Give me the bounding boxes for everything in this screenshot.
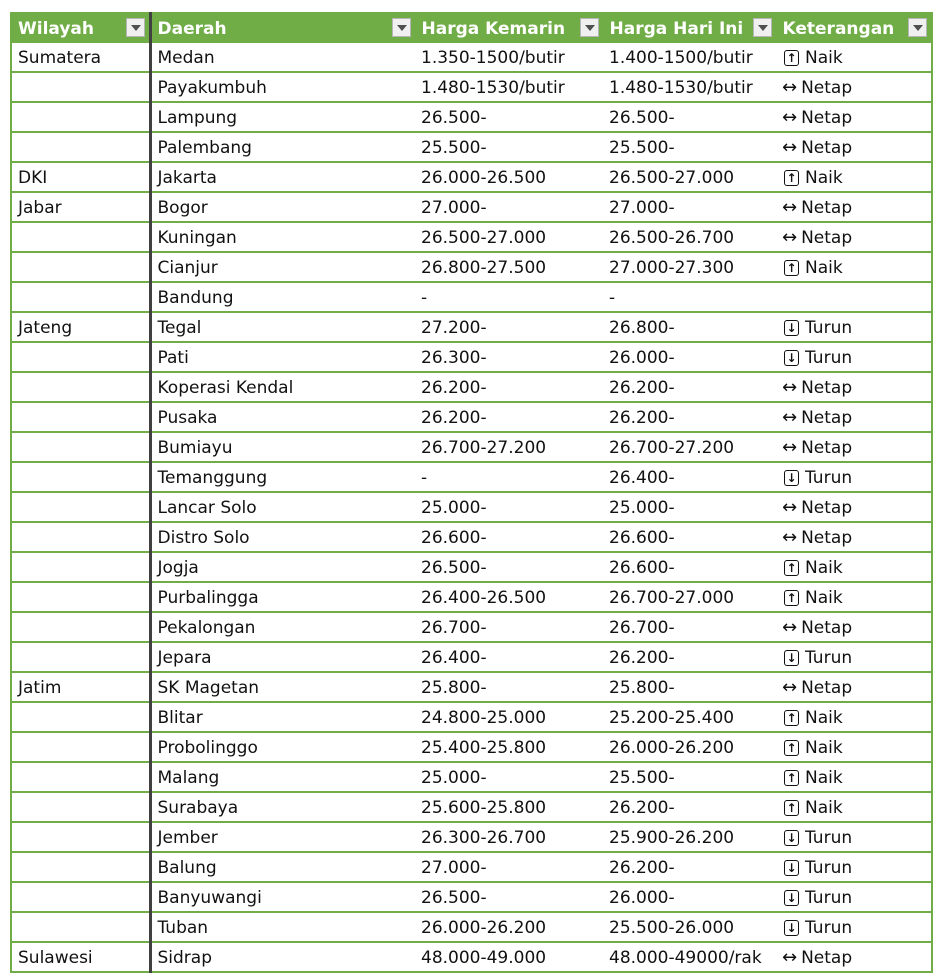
- cell-keterangan[interactable]: [776, 852, 932, 882]
- table-row: [11, 282, 932, 312]
- table-row: [11, 582, 932, 612]
- cell-keterangan[interactable]: [776, 822, 932, 852]
- cell-daerah[interactable]: Lancar Solo: [150, 492, 415, 522]
- keterangan-status: [782, 435, 852, 461]
- cell-harga-hari-ini[interactable]: 26.200-: [603, 792, 776, 822]
- cell-harga-hari-ini[interactable]: 48.000-49000/rak: [609, 948, 762, 968]
- header-daerah-label: Daerah: [157, 18, 227, 39]
- keterangan-label: Turun: [805, 318, 853, 338]
- cell-harga-kemarin[interactable]: 26.300-26.700: [415, 822, 603, 852]
- keterangan-status: [782, 915, 852, 941]
- cell-wilayah[interactable]: Jateng: [11, 312, 150, 342]
- cell-daerah[interactable]: Jakarta: [150, 162, 415, 192]
- keterangan-status: [782, 585, 843, 611]
- arrow-up-icon: ↑: [784, 740, 799, 756]
- arrow-up-icon: ↑: [784, 560, 799, 576]
- cell-harga-kemarin[interactable]: 25.600-25.800: [415, 792, 603, 822]
- cell-keterangan[interactable]: [776, 312, 932, 342]
- cell-harga-kemarin[interactable]: 26.000-26.200: [415, 912, 603, 942]
- keterangan-status: [782, 315, 852, 341]
- keterangan-label: Turun: [805, 468, 853, 488]
- cell-harga-kemarin[interactable]: 1.480-1530/butir: [415, 72, 603, 102]
- keterangan-label: Turun: [805, 648, 853, 668]
- cell-wilayah[interactable]: [11, 102, 150, 132]
- cell-harga-hari-ini[interactable]: 26.000-: [603, 882, 776, 912]
- cell-wilayah[interactable]: [11, 222, 150, 252]
- cell-daerah[interactable]: Purbalingga: [150, 582, 415, 612]
- header-harga-kemarin-label: Harga Kemarin: [421, 18, 566, 39]
- keterangan-label: Turun: [805, 918, 853, 938]
- table-row: [11, 312, 932, 342]
- filter-dropdown-daerah-icon[interactable]: [392, 18, 411, 37]
- table-row: [11, 822, 932, 852]
- cell-keterangan[interactable]: [776, 612, 932, 642]
- arrow-left-right-icon: ↔: [782, 377, 798, 398]
- arrow-up-icon: ↑: [784, 170, 799, 186]
- keterangan-label: Netap: [801, 528, 853, 548]
- cell-wilayah[interactable]: [11, 492, 150, 522]
- keterangan-status: [782, 225, 852, 251]
- cell-daerah[interactable]: Jember: [150, 822, 415, 852]
- keterangan-label: Netap: [801, 498, 853, 518]
- cell-harga-hari-ini[interactable]: -: [603, 282, 776, 312]
- cell-daerah[interactable]: Jogja: [150, 552, 415, 582]
- table-row: [11, 792, 932, 822]
- table-row: [11, 732, 932, 762]
- cell-wilayah[interactable]: [11, 522, 150, 552]
- cell-keterangan[interactable]: [776, 912, 932, 942]
- cell-daerah[interactable]: Distro Solo: [150, 522, 415, 552]
- arrow-left-right-icon: ↔: [782, 497, 798, 518]
- arrow-up-icon: ↑: [784, 50, 799, 66]
- cell-harga-hari-ini[interactable]: 26.200-: [603, 642, 776, 672]
- filter-dropdown-harga-hari-ini-icon[interactable]: [753, 18, 772, 37]
- cell-harga-hari-ini[interactable]: 26.500-26.700: [603, 222, 776, 252]
- table-row: [11, 192, 932, 222]
- keterangan-status: [782, 765, 843, 791]
- cell-harga-hari-ini[interactable]: 25.200-25.400: [603, 702, 776, 732]
- cell-keterangan[interactable]: [776, 462, 932, 492]
- cell-daerah[interactable]: Surabaya: [150, 792, 415, 822]
- header-keterangan: [776, 13, 932, 43]
- cell-harga-kemarin[interactable]: 26.300-: [415, 342, 603, 372]
- table-row: [11, 522, 932, 552]
- keterangan-label: Turun: [805, 828, 853, 848]
- keterangan-status: [782, 195, 852, 221]
- arrow-down-icon: ↓: [784, 830, 799, 846]
- keterangan-status: [782, 465, 852, 491]
- cell-harga-kemarin[interactable]: 26.700-: [415, 612, 603, 642]
- arrow-down-icon: ↓: [784, 890, 799, 906]
- table-row: [11, 552, 932, 582]
- keterangan-status: [782, 795, 843, 821]
- cell-harga-kemarin[interactable]: 26.500-: [415, 552, 603, 582]
- cell-harga-kemarin[interactable]: 26.700-27.200: [415, 432, 603, 462]
- header-wilayah: [11, 13, 150, 43]
- cell-keterangan[interactable]: [776, 492, 932, 522]
- cell-keterangan[interactable]: [776, 762, 932, 792]
- arrow-up-icon: ↑: [784, 710, 799, 726]
- keterangan-status: [782, 525, 852, 551]
- keterangan-label: Naik: [805, 588, 843, 608]
- cell-harga-hari-ini[interactable]: 25.900-26.200: [603, 822, 776, 852]
- cell-harga-hari-ini[interactable]: 25.800-: [603, 672, 776, 702]
- cell-keterangan[interactable]: [776, 132, 932, 162]
- arrow-left-right-icon: ↔: [782, 947, 798, 968]
- cell-wilayah[interactable]: [11, 252, 150, 282]
- keterangan-label: Netap: [801, 948, 853, 968]
- keterangan-label: Turun: [805, 348, 853, 368]
- cell-daerah[interactable]: Pekalongan: [150, 612, 415, 642]
- cell-keterangan[interactable]: [776, 672, 932, 702]
- cell-harga-kemarin[interactable]: -: [415, 462, 603, 492]
- table-row: [11, 162, 932, 192]
- table-row: [11, 912, 932, 942]
- cell-harga-hari-ini[interactable]: 26.200-: [603, 402, 776, 432]
- price-sheet: [10, 12, 933, 973]
- cell-harga-hari-ini[interactable]: 1.400-1500/butir: [603, 43, 776, 72]
- cell-keterangan[interactable]: [776, 102, 932, 132]
- header-keterangan-label: Keterangan: [782, 18, 895, 39]
- cell-daerah[interactable]: Koperasi Kendal: [150, 372, 415, 402]
- table-row: [11, 252, 932, 282]
- cell-daerah[interactable]: Bogor: [150, 192, 415, 222]
- table-row: [11, 942, 932, 972]
- cell-wilayah[interactable]: [11, 552, 150, 582]
- cell-harga-hari-ini[interactable]: 25.000-: [603, 492, 776, 522]
- egg-price-table: [10, 12, 933, 973]
- arrow-down-icon: ↓: [784, 650, 799, 666]
- cell-wilayah[interactable]: Jabar: [11, 192, 150, 222]
- table-row: [11, 612, 932, 642]
- cell-keterangan[interactable]: [776, 372, 932, 402]
- cell-harga-kemarin[interactable]: 26.400-: [415, 642, 603, 672]
- cell-keterangan[interactable]: [776, 192, 932, 222]
- header-harga-hari-ini: [603, 13, 776, 43]
- cell-wilayah[interactable]: [11, 342, 150, 372]
- cell-harga-hari-ini[interactable]: 26.700-27.200: [603, 432, 776, 462]
- keterangan-status: [782, 675, 852, 701]
- keterangan-label: Naik: [805, 798, 843, 818]
- cell-harga-kemarin[interactable]: 27.000-: [415, 852, 603, 882]
- cell-harga-hari-ini[interactable]: 27.000-: [603, 192, 776, 222]
- cell-harga-hari-ini[interactable]: 26.800-: [603, 312, 776, 342]
- keterangan-label: Netap: [801, 78, 853, 98]
- cell-harga-hari-ini[interactable]: 26.400-: [603, 462, 776, 492]
- table-row: [11, 852, 932, 882]
- cell-harga-kemarin[interactable]: 27.200-: [415, 312, 603, 342]
- keterangan-label: Naik: [805, 48, 843, 68]
- cell-wilayah[interactable]: [11, 912, 150, 942]
- cell-keterangan[interactable]: [776, 702, 932, 732]
- table-row: [11, 702, 932, 732]
- header-harga-hari-ini-label: Harga Hari Ini: [609, 18, 744, 39]
- arrow-left-right-icon: ↔: [782, 437, 798, 458]
- keterangan-status: [782, 405, 852, 431]
- table-row: [11, 462, 932, 492]
- arrow-down-icon: ↓: [784, 470, 799, 486]
- cell-harga-hari-ini[interactable]: 26.600-: [603, 522, 776, 552]
- cell-harga-hari-ini[interactable]: 26.000-26.200: [603, 732, 776, 762]
- arrow-left-right-icon: ↔: [782, 107, 798, 128]
- arrow-up-icon: ↑: [784, 260, 799, 276]
- header-wilayah-label: Wilayah: [18, 18, 95, 39]
- cell-keterangan[interactable]: [776, 882, 932, 912]
- cell-wilayah[interactable]: [11, 282, 150, 312]
- cell-harga-kemarin[interactable]: 26.400-26.500: [415, 582, 603, 612]
- cell-wilayah[interactable]: [11, 402, 150, 432]
- cell-keterangan[interactable]: [776, 162, 932, 192]
- keterangan-status: [782, 345, 852, 371]
- keterangan-label: Naik: [805, 708, 843, 728]
- keterangan-status: [782, 735, 843, 761]
- keterangan-status: [782, 885, 852, 911]
- cell-wilayah[interactable]: [11, 132, 150, 162]
- cell-wilayah[interactable]: [11, 612, 150, 642]
- keterangan-status: [782, 165, 843, 191]
- cell-wilayah[interactable]: [11, 72, 150, 102]
- cell-harga-kemarin[interactable]: 26.600-: [415, 522, 603, 552]
- cell-wilayah[interactable]: [11, 642, 150, 672]
- cell-harga-hari-ini[interactable]: 26.000-: [603, 342, 776, 372]
- keterangan-label: Netap: [801, 378, 853, 398]
- cell-harga-kemarin[interactable]: 25.000-: [415, 492, 603, 522]
- table-row: [11, 762, 932, 792]
- arrow-down-icon: ↓: [784, 320, 799, 336]
- keterangan-status: [782, 825, 852, 851]
- cell-daerah[interactable]: Jepara: [150, 642, 415, 672]
- cell-harga-kemarin[interactable]: 27.000-: [415, 192, 603, 222]
- header-row: [11, 13, 932, 43]
- keterangan-status: [782, 75, 852, 101]
- cell-daerah[interactable]: Bumiayu: [150, 432, 415, 462]
- cell-harga-kemarin[interactable]: 24.800-25.000: [415, 702, 603, 732]
- cell-keterangan[interactable]: [776, 732, 932, 762]
- cell-daerah[interactable]: Tuban: [150, 912, 415, 942]
- keterangan-label: Turun: [805, 888, 853, 908]
- cell-harga-hari-ini[interactable]: 25.500-: [603, 132, 776, 162]
- arrow-up-icon: ↑: [784, 800, 799, 816]
- cell-keterangan[interactable]: [776, 552, 932, 582]
- cell-keterangan[interactable]: [776, 282, 932, 312]
- keterangan-status: [782, 375, 852, 401]
- arrow-down-icon: ↓: [784, 350, 799, 366]
- cell-harga-hari-ini[interactable]: 26.200-: [603, 852, 776, 882]
- table-row: [11, 882, 932, 912]
- keterangan-status: [782, 495, 852, 521]
- arrow-down-icon: ↓: [784, 860, 799, 876]
- keterangan-status: [782, 615, 852, 641]
- cell-keterangan[interactable]: [776, 942, 932, 972]
- cell-wilayah[interactable]: [11, 852, 150, 882]
- cell-wilayah[interactable]: Jatim: [11, 672, 150, 702]
- cell-daerah[interactable]: Palembang: [150, 132, 415, 162]
- cell-harga-kemarin[interactable]: 26.200-: [415, 372, 603, 402]
- keterangan-label: Naik: [805, 258, 843, 278]
- cell-daerah[interactable]: Tegal: [150, 312, 415, 342]
- table-row: [11, 642, 932, 672]
- cell-harga-kemarin[interactable]: 25.800-: [415, 672, 603, 702]
- cell-keterangan[interactable]: [776, 402, 932, 432]
- cell-harga-kemarin[interactable]: 26.000-26.500: [415, 162, 603, 192]
- cell-keterangan[interactable]: [776, 792, 932, 822]
- cell-wilayah[interactable]: [11, 792, 150, 822]
- cell-daerah[interactable]: Pusaka: [150, 402, 415, 432]
- cell-keterangan[interactable]: [776, 252, 932, 282]
- cell-daerah[interactable]: Blitar: [150, 702, 415, 732]
- cell-keterangan[interactable]: [776, 43, 932, 72]
- cell-daerah[interactable]: Malang: [150, 762, 415, 792]
- cell-harga-hari-ini[interactable]: 26.500-: [603, 102, 776, 132]
- keterangan-status: [782, 705, 843, 731]
- keterangan-label: Naik: [805, 558, 843, 578]
- cell-keterangan[interactable]: [776, 222, 932, 252]
- table-row: [11, 43, 932, 72]
- keterangan-status: [782, 45, 843, 71]
- cell-daerah[interactable]: Banyuwangi: [150, 882, 415, 912]
- cell-harga-hari-ini[interactable]: 26.700-27.000: [603, 582, 776, 612]
- arrow-left-right-icon: ↔: [782, 137, 798, 158]
- keterangan-label: Netap: [801, 198, 853, 218]
- header-daerah: [150, 13, 415, 43]
- cell-daerah[interactable]: Pati: [150, 342, 415, 372]
- cell-keterangan[interactable]: [776, 72, 932, 102]
- cell-keterangan[interactable]: [776, 342, 932, 372]
- table-body: [11, 43, 932, 972]
- cell-wilayah[interactable]: Sumatera: [11, 43, 150, 72]
- keterangan-label: Naik: [805, 738, 843, 758]
- cell-harga-kemarin[interactable]: 48.000-49.000: [421, 948, 547, 968]
- cell-daerah[interactable]: Bandung: [150, 282, 415, 312]
- table-row: [11, 432, 932, 462]
- keterangan-status: [782, 555, 843, 581]
- cell-harga-kemarin[interactable]: 26.800-27.500: [415, 252, 603, 282]
- cell-daerah[interactable]: Medan: [150, 43, 415, 72]
- cell-harga-kemarin[interactable]: 25.500-: [415, 132, 603, 162]
- cell-harga-hari-ini[interactable]: 27.000-27.300: [603, 252, 776, 282]
- table-row: [11, 102, 932, 132]
- cell-wilayah[interactable]: [11, 882, 150, 912]
- cell-harga-kemarin[interactable]: 26.500-27.000: [415, 222, 603, 252]
- cell-harga-kemarin[interactable]: 26.500-: [415, 882, 603, 912]
- cell-daerah[interactable]: Kuningan: [150, 222, 415, 252]
- arrow-left-right-icon: ↔: [782, 527, 798, 548]
- arrow-left-right-icon: ↔: [782, 227, 798, 248]
- cell-harga-hari-ini[interactable]: 26.200-: [603, 372, 776, 402]
- cell-keterangan[interactable]: [776, 582, 932, 612]
- filter-dropdown-wilayah-icon[interactable]: [126, 18, 145, 37]
- cell-wilayah[interactable]: [11, 582, 150, 612]
- cell-daerah[interactable]: Balung: [150, 852, 415, 882]
- cell-wilayah[interactable]: [11, 822, 150, 852]
- cell-daerah[interactable]: Payakumbuh: [150, 72, 415, 102]
- keterangan-label: Netap: [801, 408, 853, 428]
- table-row: [11, 72, 932, 102]
- cell-keterangan[interactable]: [776, 432, 932, 462]
- keterangan-status: [782, 855, 852, 881]
- cell-harga-kemarin[interactable]: 25.400-25.800: [415, 732, 603, 762]
- cell-harga-kemarin[interactable]: 26.200-: [415, 402, 603, 432]
- table-row: [11, 342, 932, 372]
- table-row: [11, 222, 932, 252]
- cell-harga-hari-ini[interactable]: 1.480-1530/butir: [603, 72, 776, 102]
- filter-dropdown-harga-kemarin-icon[interactable]: [580, 18, 599, 37]
- keterangan-label: Netap: [801, 138, 853, 158]
- cell-daerah[interactable]: Cianjur: [150, 252, 415, 282]
- cell-harga-hari-ini[interactable]: 25.500-26.000: [603, 912, 776, 942]
- keterangan-label: Turun: [805, 858, 853, 878]
- keterangan-label: Netap: [801, 678, 853, 698]
- keterangan-status: [782, 945, 852, 971]
- cell-harga-kemarin[interactable]: 26.500-: [415, 102, 603, 132]
- keterangan-label: Netap: [801, 108, 853, 128]
- cell-wilayah[interactable]: [11, 702, 150, 732]
- cell-harga-hari-ini[interactable]: 26.600-: [603, 552, 776, 582]
- cell-wilayah[interactable]: DKI: [11, 162, 150, 192]
- header-harga-kemarin: [415, 13, 603, 43]
- arrow-left-right-icon: ↔: [782, 197, 798, 218]
- keterangan-label: Netap: [801, 438, 853, 458]
- keterangan-label: Naik: [805, 768, 843, 788]
- cell-harga-hari-ini[interactable]: 26.700-: [603, 612, 776, 642]
- cell-daerah[interactable]: Temanggung: [150, 462, 415, 492]
- cell-daerah[interactable]: Lampung: [150, 102, 415, 132]
- arrow-left-right-icon: ↔: [782, 617, 798, 638]
- keterangan-status: [782, 105, 852, 131]
- arrow-up-icon: ↑: [784, 770, 799, 786]
- cell-harga-hari-ini[interactable]: 26.500-27.000: [603, 162, 776, 192]
- cell-harga-kemarin[interactable]: 25.000-: [415, 762, 603, 792]
- keterangan-label: Naik: [805, 168, 843, 188]
- arrow-down-icon: ↓: [784, 920, 799, 936]
- cell-wilayah[interactable]: [11, 432, 150, 462]
- cell-keterangan[interactable]: [776, 522, 932, 552]
- table-row: [11, 402, 932, 432]
- keterangan-status: [782, 645, 852, 671]
- cell-wilayah[interactable]: Sulawesi: [11, 942, 150, 972]
- arrow-up-icon: ↑: [784, 590, 799, 606]
- table-row: [11, 372, 932, 402]
- cell-daerah[interactable]: SK Magetan: [150, 672, 415, 702]
- keterangan-label: Netap: [801, 228, 853, 248]
- arrow-left-right-icon: ↔: [782, 677, 798, 698]
- cell-harga-kemarin[interactable]: 1.350-1500/butir: [415, 43, 603, 72]
- keterangan-status: [782, 135, 852, 161]
- table-row: [11, 492, 932, 522]
- cell-keterangan[interactable]: [776, 642, 932, 672]
- keterangan-status: [782, 255, 843, 281]
- filter-dropdown-keterangan-icon[interactable]: [908, 18, 927, 37]
- cell-wilayah[interactable]: [11, 462, 150, 492]
- table-row: [11, 132, 932, 162]
- cell-daerah[interactable]: Sidrap: [157, 948, 213, 968]
- cell-wilayah[interactable]: [11, 762, 150, 792]
- cell-wilayah[interactable]: [11, 372, 150, 402]
- cell-wilayah[interactable]: [11, 732, 150, 762]
- keterangan-label: Netap: [801, 618, 853, 638]
- cell-harga-kemarin[interactable]: -: [415, 282, 603, 312]
- arrow-left-right-icon: ↔: [782, 77, 798, 98]
- table-row: [11, 672, 932, 702]
- cell-daerah[interactable]: Probolinggo: [150, 732, 415, 762]
- cell-harga-hari-ini[interactable]: 25.500-: [603, 762, 776, 792]
- arrow-left-right-icon: ↔: [782, 407, 798, 428]
